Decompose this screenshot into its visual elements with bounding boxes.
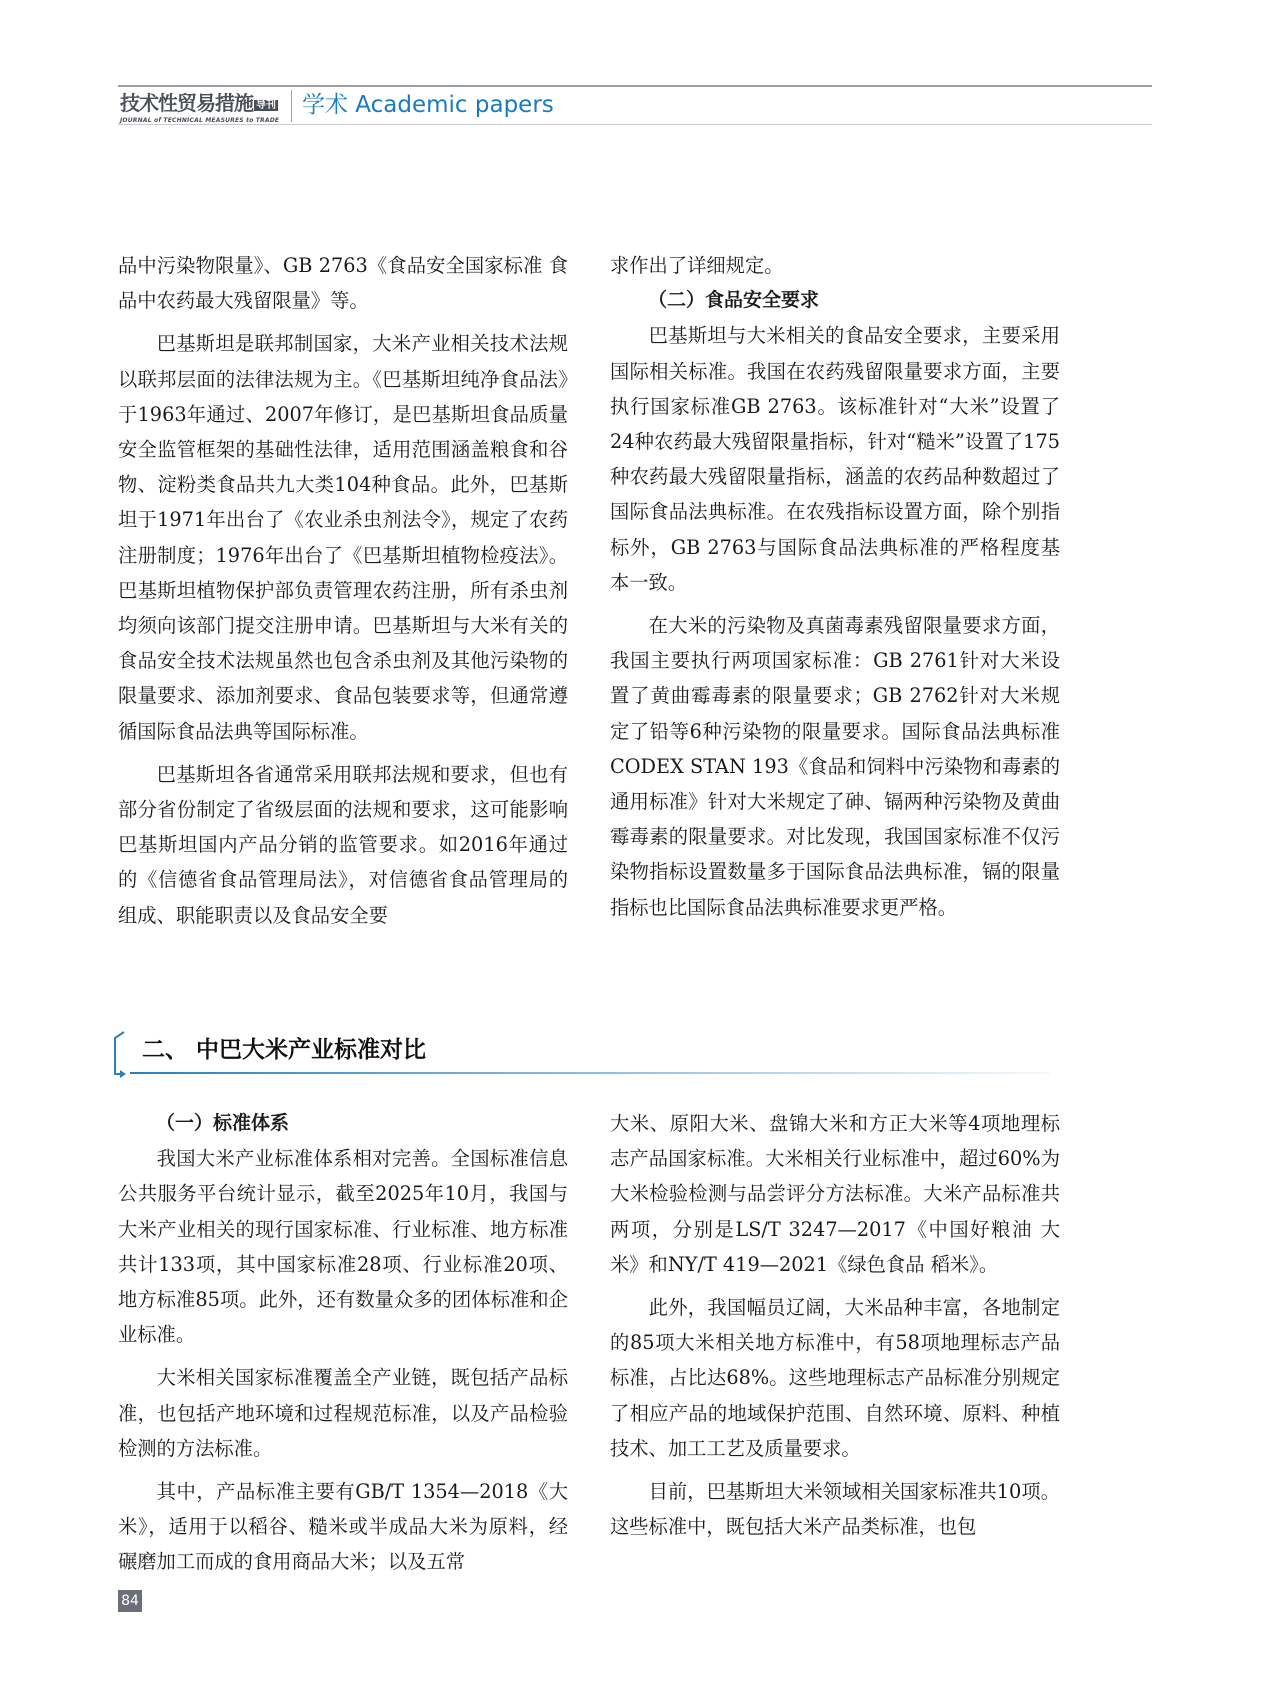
- paragraph: 在大米的污染物及真菌毒素残留限量要求方面，我国主要执行两项国家标准：GB 2761针对大米设置了黄曲霉毒素的限量要求；GB 2762针对大米规定了铅等6种污染物的限量要求。国际食品法典标准CODEX STAN 193《食品和饲料中污染物和毒素的通用标准》针对大米规定了砷、镉两种污染物及黄曲霉毒素的限量要求。对比发现，我国国家标准不仅污染物指标设置数量多于国际食品法典标准，镉的限量指标也比国际食品法典标准要求更严格。: [610, 614, 1060, 919]
- paragraph: 此外，我国幅员辽阔，大米品种丰富，各地制定的85项大米相关地方标准中，有58项地理标志产品标准，占比达68%。这些地理标志产品标准分别规定了相应产品的地域保护范围、自然环境、原料、种植技术、加工工艺及质量要求。: [610, 1296, 1060, 1460]
- section-heading-text: 二、 中巴大米产业标准对比: [142, 1037, 427, 1063]
- upper-left-column: [118, 248, 568, 933]
- paragraph: 目前，巴基斯坦大米领域相关国家标准共10项。这些标准中，既包括大米产品类标准，也包: [610, 1480, 1060, 1539]
- paragraph: 大米、原阳大米、盘锦大米和方正大米等4项地理标志产品国家标准。大米相关行业标准中，超过60%为大米检验检测与品尝评分方法标准。大米产品标准共两项，分别是LS/T 3247—2017《中国好粮油 大米》和NY/T 419—2021《绿色食品 稻米》。: [610, 1112, 1060, 1276]
- lower-left-column: [118, 1106, 568, 1580]
- heading-bracket-icon: [112, 1030, 126, 1078]
- paragraph: 求作出了详细规定。: [610, 254, 784, 277]
- section-label: 学术 Academic papers: [302, 92, 554, 118]
- paragraph: 巴基斯坦与大米相关的食品安全要求，主要采用国际相关标准。我国在农药残留限量要求方面，主要执行国家标准GB 2763。该标准针对“大米”设置了24种农药最大残留限量指标，针对“糙米”设置了175种农药最大残留限量指标，涵盖的农药品种数超过了国际食品法典标准。在农残指标设置方面，除个别指标外，GB 2763与国际食品法典标准的严格程度基本一致。: [610, 324, 1060, 594]
- section-heading-underline: [130, 1072, 1050, 1074]
- page-number: 84: [118, 1590, 142, 1612]
- header-top-rule: [118, 85, 1152, 87]
- header-separator: [291, 90, 292, 122]
- header-bottom-rule: [118, 124, 1152, 125]
- lower-right-column: [610, 1106, 1060, 1544]
- paragraph: 巴基斯坦是联邦制国家，大米产业相关技术法规以联邦层面的法律法规为主。《巴基斯坦纯净食品法》于1963年通过、2007年修订，是巴基斯坦食品质量安全监管框架的基础性法律，适用范围涵盖粮食和谷物、淀粉类食品共九大类104种食品。此外，巴基斯坦于1971年出台了《农业杀虫剂法令》，规定了农药注册制度；1976年出台了《巴基斯坦植物检疫法》。巴基斯坦植物保护部负责管理农药注册，所有杀虫剂均须向该部门提交注册申请。巴基斯坦与大米有关的食品安全技术法规虽然也包含杀虫剂及其他污染物的限量要求、添加剂要求、食品包装要求等，但通常遵循国际食品法典等国际标准。: [118, 332, 568, 743]
- paragraph: 我国大米产业标准体系相对完善。全国标准信息公共服务平台统计显示，截至2025年10月，我国与大米产业相关的现行国家标准、行业标准、地方标准共计133项，其中国家标准28项、行业标准20项、地方标准85项。此外，还有数量众多的团体标准和企业标准。: [118, 1147, 568, 1347]
- journal-logo-en: JOURNAL of TECHNICAL MEASURES to TRADE: [120, 117, 280, 124]
- paragraph: 其中，产品标准主要有GB/T 1354—2018《大米》，适用于以稻谷、糙米或半成品大米为原料，经碾磨加工而成的食用商品大米；以及五常: [118, 1480, 568, 1574]
- paragraph: 巴基斯坦各省通常采用联邦法规和要求，但也有部分省份制定了省级层面的法规和要求，这可能影响巴基斯坦国内产品分销的监管要求。如2016年通过的《信德省食品管理局法》，对信德省食品管理局的组成、职能职责以及食品安全要: [118, 762, 568, 927]
- subsection-heading: （二）食品安全要求: [648, 289, 820, 312]
- section-heading: [112, 1030, 1052, 1090]
- journal-logo-cn: 技术性贸易措施 导刊: [120, 91, 276, 115]
- journal-logo-tag: 导刊: [256, 100, 276, 111]
- paragraph: 大米相关国家标准覆盖全产业链，既包括产品标准，也包括产地环境和过程规范标准，以及产品检验检测的方法标准。: [118, 1366, 568, 1460]
- subsection-heading: （一）标准体系: [156, 1112, 290, 1134]
- paragraph: 品中污染物限量》、GB 2763《食品安全国家标准 食品中农药最大残留限量》等。: [118, 254, 568, 313]
- upper-right-column: [610, 248, 1060, 925]
- journal-logo: [120, 92, 290, 124]
